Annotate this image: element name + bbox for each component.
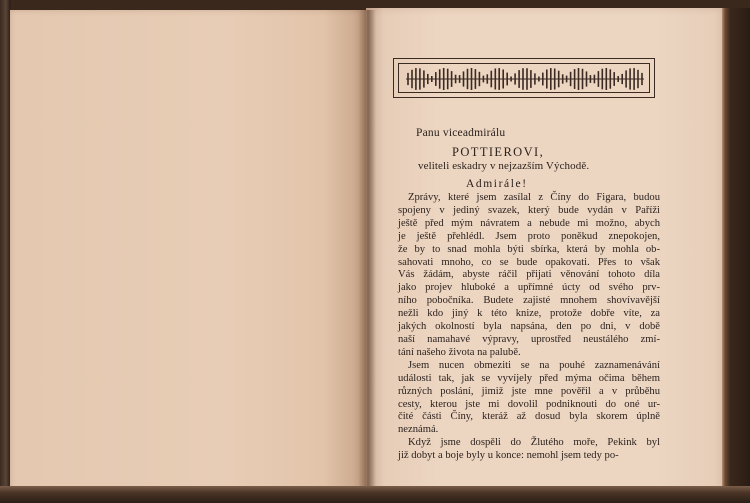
text-line: události tak, jak se vyvíjely před mýma očima během [398, 372, 660, 384]
dedication-address: Admirále! [466, 178, 528, 190]
dedication-name: POTTIEROVI, [452, 145, 545, 159]
bottom-edge [0, 486, 750, 503]
text-line: tání našeho života na palubě. [398, 346, 521, 358]
dedication-rank: veliteli eskadry v nejzazším Východě. [418, 160, 590, 172]
text-line: Když jsme dospěli do Žlutého moře, Pekink byl [408, 437, 660, 449]
text-line: neznámá. [398, 424, 439, 436]
left-page-blank [10, 10, 366, 495]
text-line: různých poslání, jimiž jste mne pověřil a v průběhu [398, 385, 660, 397]
header-ornament-frame [393, 58, 655, 98]
text-line: jakých okolností byla napsána, den po dni, v době [398, 321, 660, 333]
text-line: Vás žádám, abyste ráčil přijati věnování tohoto díla [398, 269, 660, 281]
text-line: Zprávy, které jsem zasílal z Číny do Figara, budou [408, 192, 660, 203]
spine-gutter [358, 10, 376, 495]
text-line: již dobyt a boje byly u konce: nemohl jsem tedy po- [398, 450, 619, 462]
text-line: Jsem nucen obmeziti se na pouhé zaznamenávání [408, 359, 660, 371]
text-line: sahovati mnoho, co se bude opakovati. Přes to však [398, 256, 660, 268]
text-line: ještě před mým návratem a nebude mi možno, abych [398, 217, 660, 229]
text-line: spojeny v jediný svazek, který bude vydán v Paříži [398, 204, 660, 216]
text-line: jako projev hluboké a upřímné úcty od svého prv- [398, 282, 660, 294]
text-line: čité části Číny, kteráž až dosud byla skorem úplně [398, 411, 660, 423]
text-line: že by to snad mohla býti sbírka, která by mohla ob- [398, 243, 660, 255]
letter-body [398, 192, 660, 463]
text-line: je ještě přehlédl. Jsem proto poněkud znepokojen, [398, 230, 660, 242]
text-line: naší namahavé výpravy, uprostřed neustálého zmí- [398, 333, 660, 345]
page-edge [722, 8, 750, 503]
wave-ornament-icon [404, 65, 646, 93]
text-line: cesty, kterou jste mi dovolil podniknouti do oné ur- [398, 398, 660, 410]
text-line: nežli kdo jiný k této knize, protože dobře víte, za [398, 308, 660, 320]
dedication-salutation: Panu viceadmirálu [416, 127, 506, 139]
text-line: ního pobočníka. Budete zajisté mnohem shovívavější [398, 295, 660, 307]
